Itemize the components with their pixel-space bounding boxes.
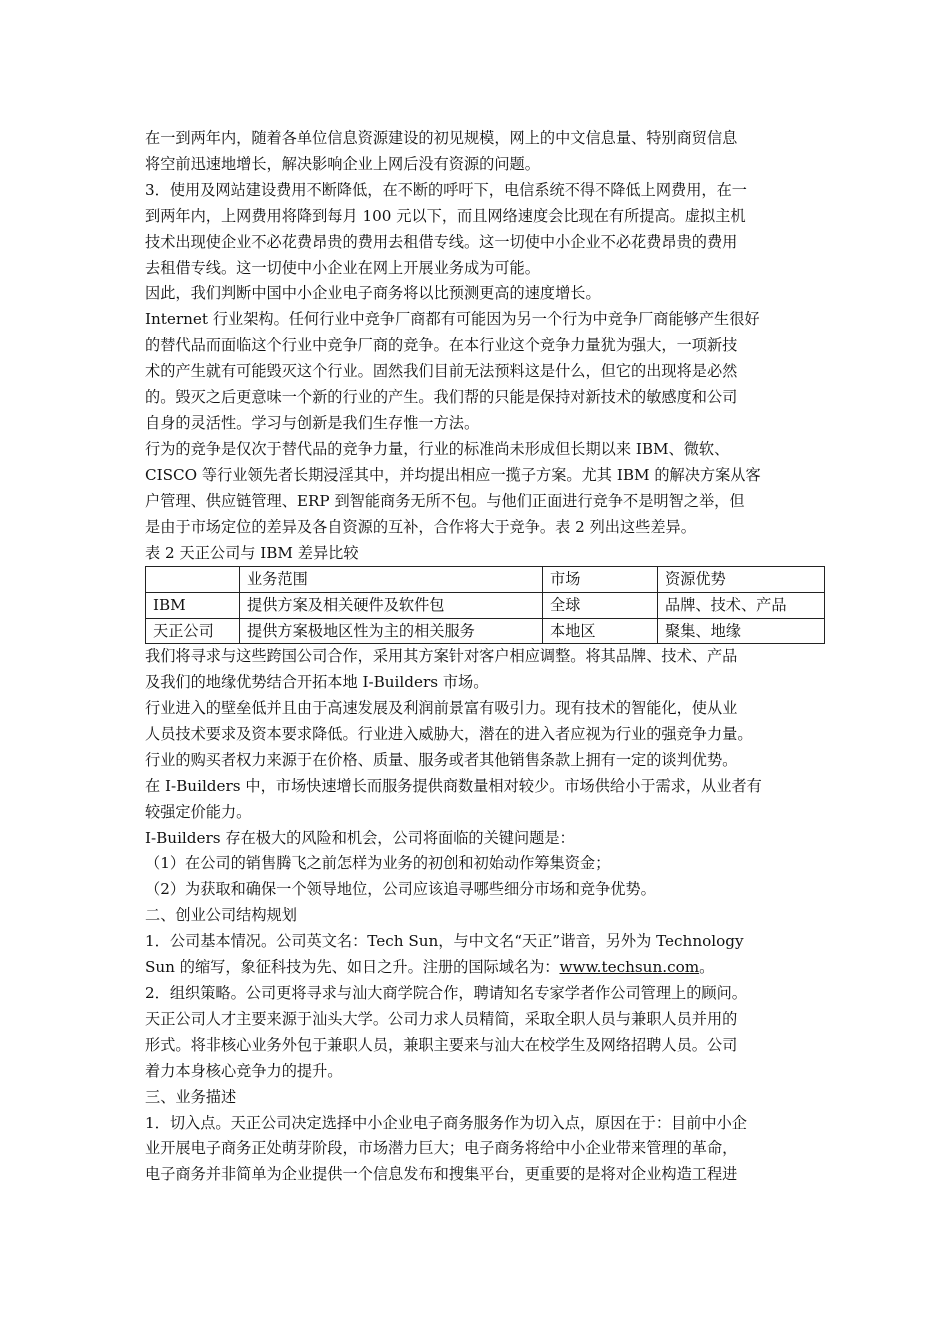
table-cell: IBM bbox=[146, 593, 240, 619]
text-line-domain bbox=[145, 955, 815, 981]
text-line: 我们将寻求与这些跨国公司合作，采用其方案针对客户相应调整。将其品牌、技术、产品 bbox=[145, 647, 738, 666]
text-line: 因此，我们判断中国中小企业电子商务将以比预测更高的速度增长。 bbox=[145, 284, 601, 303]
table-header-row bbox=[146, 567, 825, 593]
text-line: 电子商务并非简单为企业提供一个信息发布和搜集平台，更重要的是将对企业构造工程进 bbox=[145, 1165, 738, 1184]
text-block-bottom bbox=[145, 981, 815, 1188]
text-line: Internet 行业架构。任何行业中竞争厂商都有可能因为另一个行为中竞争厂商能够产生很好 bbox=[145, 310, 760, 329]
domain-suffix: 。 bbox=[699, 958, 715, 977]
table-header-cell: 业务范围 bbox=[240, 567, 543, 593]
text-line: 天正公司人才主要来源于汕头大学。公司力求人员精简，采取全职人员与兼职人员并用的 bbox=[145, 1009, 738, 1028]
text-line: 人员技术要求及资本要求降低。行业进入威胁大，潜在的进入者应视为行业的强竞争力量。 bbox=[145, 724, 753, 743]
text-line: 的。毁灭之后更意味一个新的行业的产生。我们帮的只能是保持对新技术的敏感度和公司 bbox=[145, 388, 738, 407]
domain-link[interactable]: www.techsun.com bbox=[559, 958, 700, 977]
table-header-cell: 市场 bbox=[543, 567, 658, 593]
text-line: 及我们的地缘优势结合开拓本地 I-Builders 市场。 bbox=[145, 673, 489, 692]
text-line: 在 I-Builders 中，市场快速增长而服务提供商数量相对较少。市场供给小于需求，从业者有 bbox=[145, 776, 762, 795]
text-line: I-Builders 存在极大的风险和机会，公司将面临的关键问题是： bbox=[145, 828, 575, 847]
domain-prefix: Sun 的缩写，象征科技为先、如日之升。注册的国际域名为： bbox=[145, 958, 560, 977]
table-cell: 品牌、技术、产品 bbox=[658, 593, 825, 619]
text-line: 3．使用及网站建设费用不断降低，在不断的呼吁下，电信系统不得不降低上网费用，在一 bbox=[145, 180, 747, 199]
table-header-cell bbox=[146, 567, 240, 593]
text-line: 术的产生就有可能毁灭这个行业。固然我们目前无法预料这是什么，但它的出现将是必然 bbox=[145, 362, 738, 381]
text-block-top bbox=[145, 126, 815, 541]
text-line: 形式。将非核心业务外包于兼职人员，兼职主要来与汕大在校学生及网络招聘人员。公司 bbox=[145, 1035, 738, 1054]
table-caption: 表 2 天正公司与 IBM 差异比较 bbox=[145, 543, 359, 562]
table-row bbox=[146, 618, 825, 644]
text-line: 行为的竞争是仅次于替代品的竞争力量，行业的标准尚未形成但长期以来 IBM、微软、 bbox=[145, 439, 730, 458]
text-line: 户管理、供应链管理、ERP 到智能商务无所不包。与他们正面进行竞争不是明智之举，但 bbox=[145, 491, 745, 510]
document-page bbox=[145, 126, 815, 1188]
table-cell: 提供方案及相关硬件及软件包 bbox=[240, 593, 543, 619]
text-line: 将空前迅速地增长，解决影响企业上网后没有资源的问题。 bbox=[145, 154, 540, 173]
text-line: 的替代品而面临这个行业中竞争厂商的竞争。在本行业这个竞争力量犹为强大，一项新技 bbox=[145, 336, 738, 355]
comparison-table bbox=[145, 566, 825, 644]
text-line: （1）在公司的销售腾飞之前怎样为业务的初创和初始动作筹集资金； bbox=[145, 854, 611, 873]
text-line: 较强定价能力。 bbox=[145, 802, 252, 821]
table-cell: 全球 bbox=[543, 593, 658, 619]
text-line: 行业进入的壁垒低并且由于高速发展及利润前景富有吸引力。现有技术的智能化，使从业 bbox=[145, 699, 738, 717]
text-line: 去租借专线。这一切使中小企业在网上开展业务成为可能。 bbox=[145, 258, 540, 277]
text-block-middle bbox=[145, 644, 815, 981]
table-header-cell: 资源优势 bbox=[658, 567, 825, 593]
table-cell: 提供方案极地区性为主的相关服务 bbox=[240, 618, 543, 644]
table-cell: 本地区 bbox=[543, 618, 658, 644]
table-cell: 天正公司 bbox=[146, 618, 240, 644]
text-line: CISCO 等行业领先者长期浸淫其中，并均提出相应一揽子方案。尤其 IBM 的解决方案从客 bbox=[145, 465, 761, 484]
table-row bbox=[146, 593, 825, 619]
text-line: 行业的购买者权力来源于在价格、质量、服务或者其他销售条款上拥有一定的谈判优势。 bbox=[145, 750, 738, 769]
text-line: 1．公司基本情况。公司英文名：Tech Sun，与中文名“天正”谐音，另外为 Technology bbox=[145, 932, 744, 951]
text-line: 是由于市场定位的差异及各自资源的互补，合作将大于竞争。表 2 列出这些差异。 bbox=[145, 517, 696, 536]
text-line: 到两年内，上网费用将降到每月 100 元以下，而且网络速度会比现在有所提高。虚拟主机 bbox=[145, 206, 746, 225]
text-line: 1．切入点。天正公司决定选择中小企业电子商务服务作为切入点，原因在于：目前中小企 bbox=[145, 1113, 747, 1132]
text-line: 在一到两年内，随着各单位信息资源建设的初见规模，网上的中文信息量、特别商贸信息 bbox=[145, 129, 738, 147]
text-line: 着力本身核心竞争力的提升。 bbox=[145, 1061, 343, 1080]
section-heading: 二、创业公司结构规划 bbox=[145, 906, 297, 925]
section-heading: 三、业务描述 bbox=[145, 1087, 237, 1106]
text-line: 技术出现使企业不必花费昂贵的费用去租借专线。这一切使中小企业不必花费昂贵的费用 bbox=[145, 232, 738, 251]
text-line: （2）为获取和确保一个领导地位，公司应该追寻哪些细分市场和竞争优势。 bbox=[145, 880, 656, 899]
text-line: 2．组织策略。公司更将寻求与汕大商学院合作，聘请知名专家学者作公司管理上的顾问。 bbox=[145, 983, 747, 1002]
text-line: 业开展电子商务正处萌芽阶段，市场潜力巨大；电子商务将给中小企业带来管理的革命， bbox=[145, 1139, 738, 1158]
text-line: 自身的灵活性。学习与创新是我们生存惟一方法。 bbox=[145, 413, 480, 432]
table-cell: 聚集、地缘 bbox=[658, 618, 825, 644]
